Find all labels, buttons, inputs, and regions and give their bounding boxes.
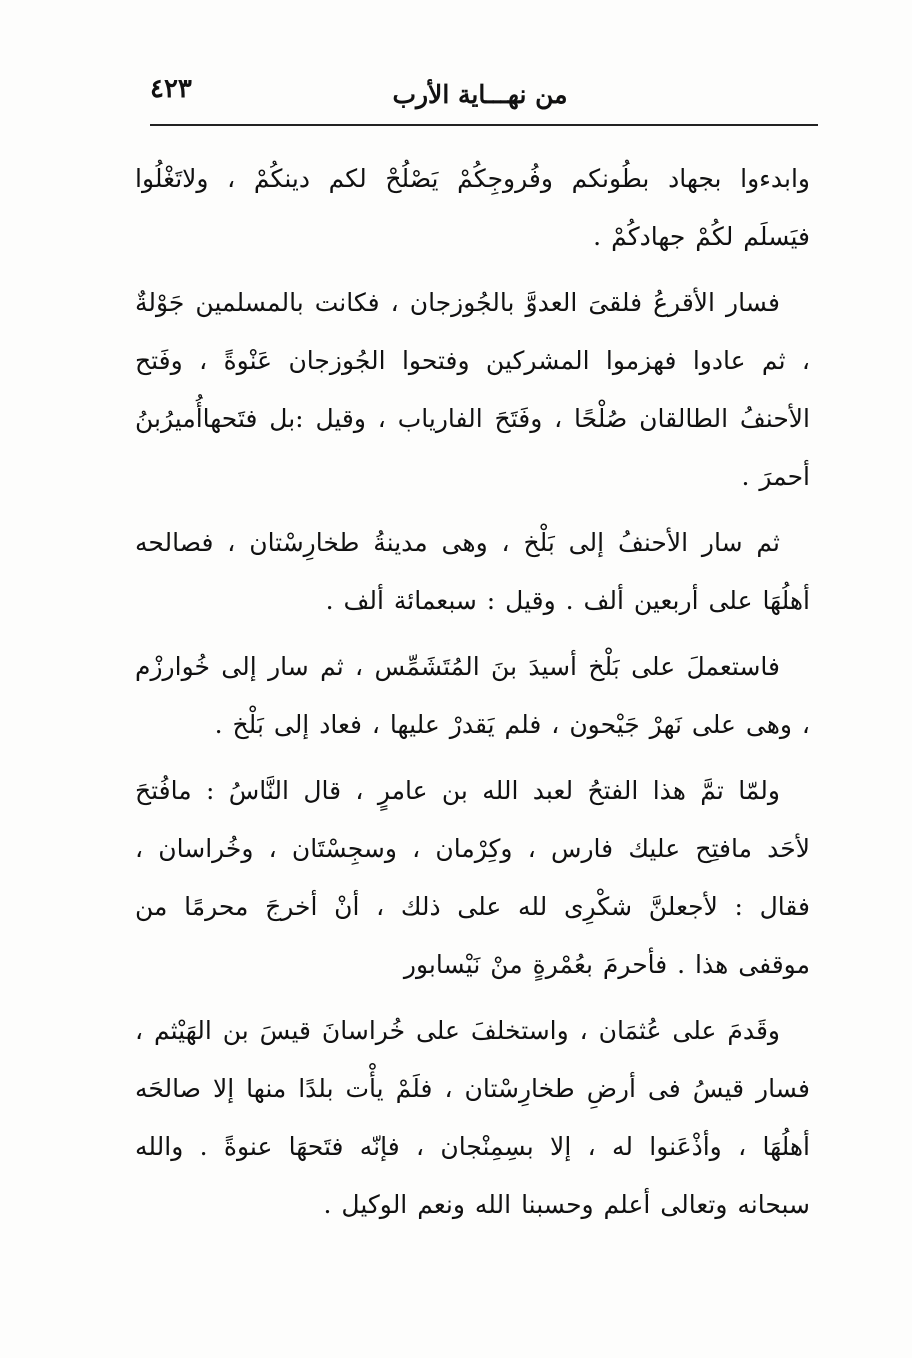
paragraph-4: فاستعملَ على بَلْخ أسيدَ بنَ المُتَشَمِّس ، ثم سار إلى خُوارزْم ، وهى على نَهرْ جَيْحون ، فلم يَقدرْ عليها ، فعاد إلى بَلْخ .	[135, 652, 810, 739]
header-rule	[150, 124, 818, 126]
paragraph-2: فسار الأقرعُ فلقىَ العدوَّ بالجُوزجان ، فكانت بالمسلمين جَوْلةٌ ، ثم عادوا فهزموا المشركين وفتحوا الجُوزجان عَنْوةً ، وفَتح الأحنفُ الطالقان صُلْحًا ، وفَتَحَ الفارياب ، وقيل :بل فتَحهاأُميرُبنُ أحمرَ .	[135, 288, 810, 491]
body-text	[135, 150, 810, 1242]
page-header	[150, 66, 818, 126]
running-title: من نهـــاية الأرب	[392, 80, 568, 109]
paragraph-3: ثم سار الأحنفُ إلى بَلْخ ، وهى مدينةُ طخارِسْتان ، فصالحه أهلُهَا على أربعين ألف . وقيل : سبعمائة ألف .	[135, 528, 810, 615]
paragraph-5: ولمّا تمَّ هذا الفتحُ لعبد الله بن عامرٍ ، قال النَّاسُ : مافُتحَ لأحَد مافتِح عليك فارس ، وكِرْمان ، وسجِسْتَان ، وخُراسان ، فقال : لأجعلنَّ شكْرِى لله على ذلك ، أنْ أخرجَ محرمًا من موقفى هذا . فأحرمَ بعُمْرةٍ منْ نَيْسابور	[135, 776, 810, 979]
paragraph-1: وابدءوا بجهاد بطُونكم وفُروجِكُمْ يَصْلُحْ لكم دينكُمْ ، ولاتَغْلُوا فيَسلَم لكُمْ جهادكُمْ .	[135, 164, 810, 251]
page-number: ٤٢٣	[150, 74, 192, 104]
paragraph-6: وقَدمَ على عُثمَان ، واستخلفَ على خُراسانَ قيسَ بن الهَيْثم ، فسار قيسُ فى أرضِ طخارِسْتان ، فلَمْ يأْت بلدًا منها إلا صالحَه أهلُهَا ، وأذْعَنوا له ، إلا بسِمِنْجان ، فإنّه فتَحهَا عنوةً . والله سبحانه وتعالى أعلم وحسبنا الله ونعم الوكيل .	[135, 1016, 810, 1219]
